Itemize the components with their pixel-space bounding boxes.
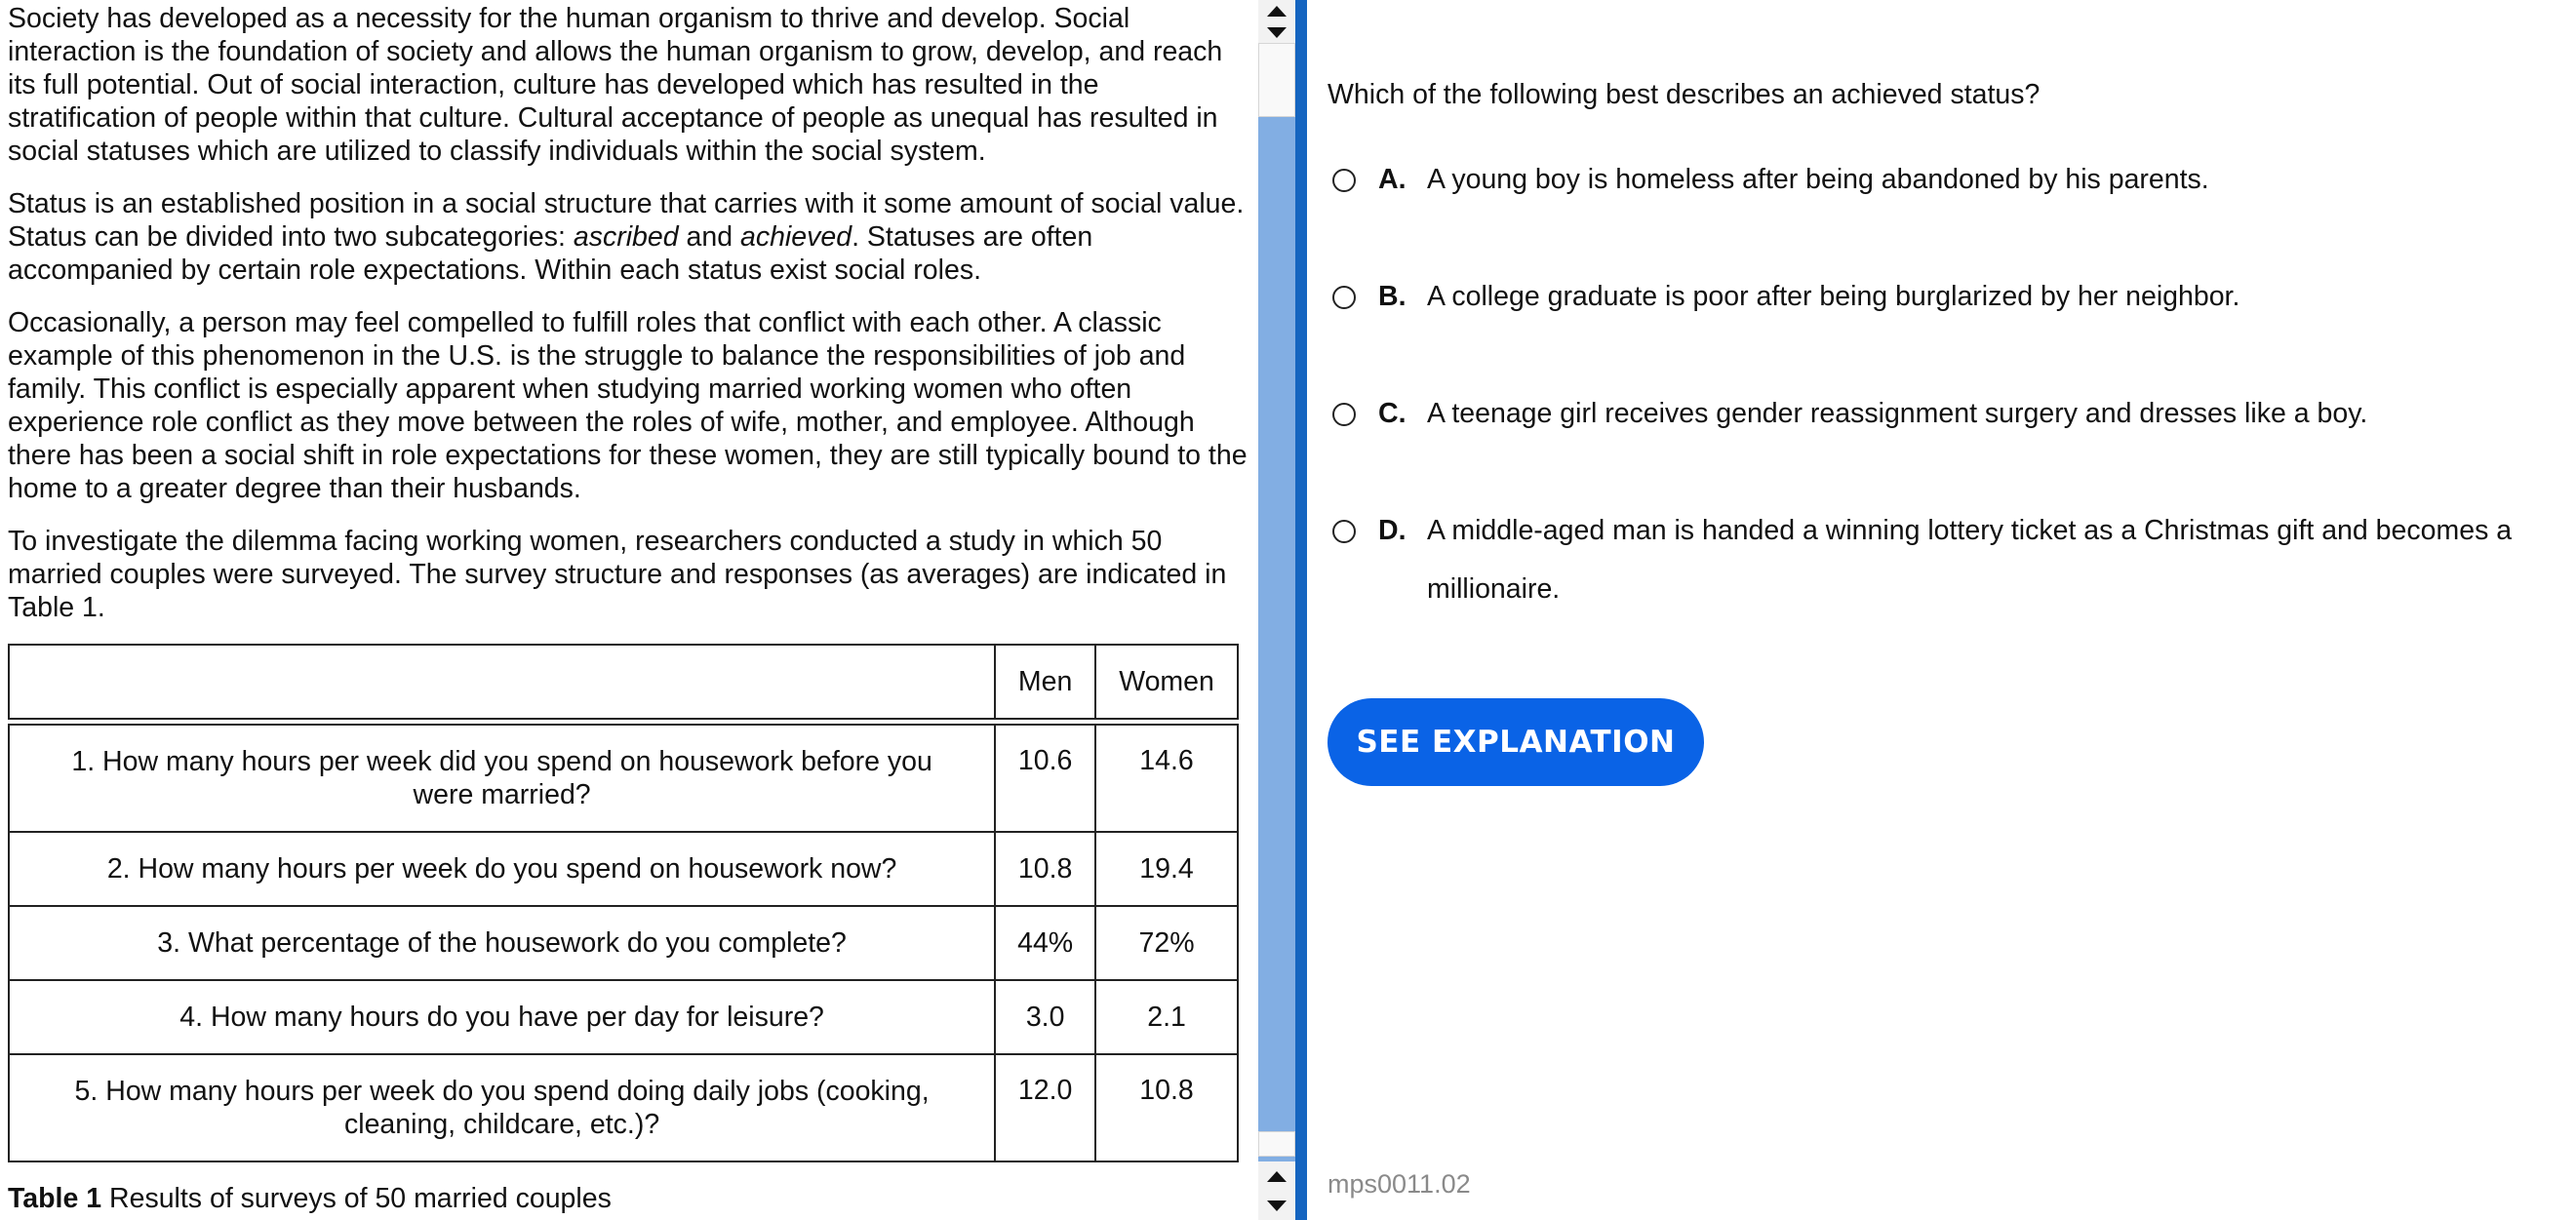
passage-paragraph-3: Occasionally, a person may feel compelled to fulfill roles that conflict with each other. A classic example of this phenomenon in the U.S. is the struggle to balance the responsibilities of job and family. This conflict is especially apparent when studying married working women who often experience role conflict as they move between the roles of wife, mother, and employee. Although there has been a social shift in role expectations for these women, they are still typically bound to the home to a greater degree than their husbands. — [8, 307, 1248, 504]
table-cell-question: 1. How many hours per week did you spend on housework before you were married? — [9, 725, 995, 832]
passage-scrollbar[interactable] — [1258, 0, 1295, 1220]
table-header-women: Women — [1095, 645, 1238, 719]
option-letter: B. — [1378, 281, 1407, 312]
passage-pane — [0, 0, 1258, 1220]
survey-results-table — [8, 644, 1239, 1162]
term-ascribed: ascribed — [573, 221, 679, 253]
table-cell-men: 44% — [995, 906, 1095, 980]
table-cell-women: 2.1 — [1095, 980, 1238, 1054]
table-row — [9, 906, 1238, 980]
answer-option-d[interactable] — [1332, 514, 2571, 618]
table-caption — [8, 1183, 612, 1215]
table-header-question — [9, 645, 995, 719]
table-cell-men: 3.0 — [995, 980, 1095, 1054]
see-explanation-button[interactable]: SEE EXPLANATION — [1328, 698, 1704, 786]
option-letter: D. — [1378, 515, 1407, 546]
arrow-up-icon — [1267, 1171, 1287, 1182]
table-cell-men: 10.6 — [995, 725, 1095, 832]
passage-paragraph-2-part-1: Status is an established position in a social structure that carries with it some amount of social value. Status can be divided into two subcategories: — [8, 188, 1245, 253]
option-text: A teenage girl receives gender reassignment surgery and dresses like a boy. — [1427, 398, 2368, 429]
radio-button-a[interactable] — [1332, 169, 1356, 192]
passage-paragraph-2-part-2: . Statuses are often accompanied by certain role expectations. Within each status exist social roles. — [8, 221, 1093, 286]
table-cell-men: 12.0 — [995, 1054, 1095, 1161]
table-cell-question: 3. What percentage of the housework do you complete? — [9, 906, 995, 980]
scroll-up-button-bottom[interactable] — [1258, 1161, 1295, 1191]
table-cell-women: 19.4 — [1095, 832, 1238, 906]
table-cell-women: 72% — [1095, 906, 1238, 980]
passage-paragraph-1: Society has developed as a necessity for the human organism to thrive and develop. Social interaction is the foundation of society and allows the human organism to grow, develop, and reach its full potential. Out of social interaction, culture has developed which has resulted in the stratification of people within that culture. Cultural acceptance of people as unequal has resulted in social statuses which are utilized to classify individuals within the social system. — [8, 3, 1223, 167]
answer-option-b[interactable] — [1332, 280, 2571, 326]
arrow-down-icon — [1267, 1200, 1287, 1211]
table-cell-women: 10.8 — [1095, 1054, 1238, 1161]
table-cell-question: 5. How many hours per week do you spend doing daily jobs (cooking, cleaning, childcare, etc.)? — [9, 1054, 995, 1161]
option-text: A college graduate is poor after being burglarized by her neighbor. — [1427, 281, 2240, 312]
answer-option-a[interactable] — [1332, 163, 2571, 209]
passage-paragraph-2-and: and — [678, 221, 740, 253]
table-caption-text: Results of surveys of 50 married couples — [101, 1183, 612, 1214]
question-id: mps0011.02 — [1328, 1169, 1471, 1199]
table-cell-question: 4. How many hours do you have per day for leisure? — [9, 980, 995, 1054]
radio-button-b[interactable] — [1332, 286, 1356, 309]
table-header-men: Men — [995, 645, 1095, 719]
table-row — [9, 832, 1238, 906]
arrow-down-icon — [1267, 27, 1287, 38]
scroll-down-button[interactable] — [1258, 21, 1295, 43]
arrow-up-icon — [1267, 6, 1287, 17]
scroll-up-button[interactable] — [1258, 0, 1295, 21]
passage-paragraph-2 — [8, 187, 1251, 287]
answer-option-c[interactable] — [1332, 397, 2571, 443]
table-cell-men: 10.8 — [995, 832, 1095, 906]
table-row — [9, 1054, 1238, 1161]
radio-button-d[interactable] — [1332, 520, 1356, 543]
pane-divider[interactable] — [1295, 0, 1307, 1220]
option-text: A middle-aged man is handed a winning lottery ticket as a Christmas gift and becomes a millionaire. — [1427, 515, 2513, 605]
option-letter: C. — [1378, 398, 1407, 429]
option-text: A young boy is homeless after being abandoned by his parents. — [1427, 164, 2209, 195]
scroll-down-button-bottom[interactable] — [1258, 1191, 1295, 1220]
radio-button-c[interactable] — [1332, 403, 1356, 426]
scroll-thumb[interactable] — [1258, 43, 1295, 117]
table-row — [9, 980, 1238, 1054]
term-achieved: achieved — [739, 221, 852, 253]
passage-text — [8, 2, 1251, 644]
option-letter: A. — [1378, 164, 1407, 195]
question-pane — [1307, 0, 2576, 1220]
table-cell-women: 14.6 — [1095, 725, 1238, 832]
table-caption-label: Table 1 — [8, 1183, 102, 1214]
scroll-thumb-bottom[interactable] — [1258, 1131, 1295, 1157]
table-cell-question: 2. How many hours per week do you spend on housework now? — [9, 832, 995, 906]
question-stem: Which of the following best describes an achieved status? — [1328, 79, 2041, 110]
table-row — [9, 725, 1238, 832]
table-header-row — [9, 645, 1238, 719]
passage-paragraph-4: To investigate the dilemma facing working women, researchers conducted a study in which 50 married couples were surveyed. The survey structure and responses (as averages) are indicated in Table 1. — [8, 526, 1227, 623]
